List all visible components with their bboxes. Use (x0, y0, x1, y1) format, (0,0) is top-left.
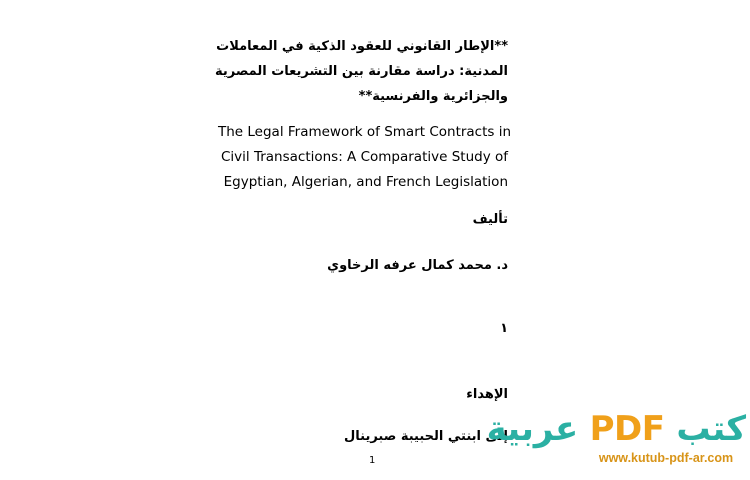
watermark-logo-word: عربية (486, 409, 579, 449)
watermark-logo (486, 408, 746, 450)
arabic-title-line: **الإطار القانوني للعقود الذكية في المعاملات (216, 39, 508, 54)
arabic-title-line: المدنية: دراسة مقارنة بين التشريعات المصرية (214, 64, 508, 79)
site-watermark (486, 408, 746, 466)
arabic-page-marker: ١ (500, 321, 508, 336)
watermark-logo-word: كتب (676, 409, 746, 449)
english-title-line: The Legal Framework of Smart Contracts in (218, 124, 512, 140)
english-title (218, 120, 512, 195)
dedication-text: إلى ابنتي الحبيبة صبرينال (344, 429, 508, 444)
watermark-url: www.kutub-pdf-ar.com (598, 451, 734, 465)
author-label: تأليف (472, 212, 508, 227)
footer-page-number: 1 (369, 455, 376, 466)
watermark-logo-pdf: PDF (589, 409, 665, 449)
dedication-title: الإهداء (466, 387, 508, 402)
english-title-line: Egyptian, Algerian, and French Legislation (223, 174, 508, 190)
arabic-title (214, 34, 508, 109)
author-name: د. محمد كمال عرفه الرخاوي (327, 258, 508, 273)
arabic-title-line: والجزائرية والفرنسية** (358, 89, 508, 104)
english-title-line: Civil Transactions: A Comparative Study of (220, 149, 508, 165)
